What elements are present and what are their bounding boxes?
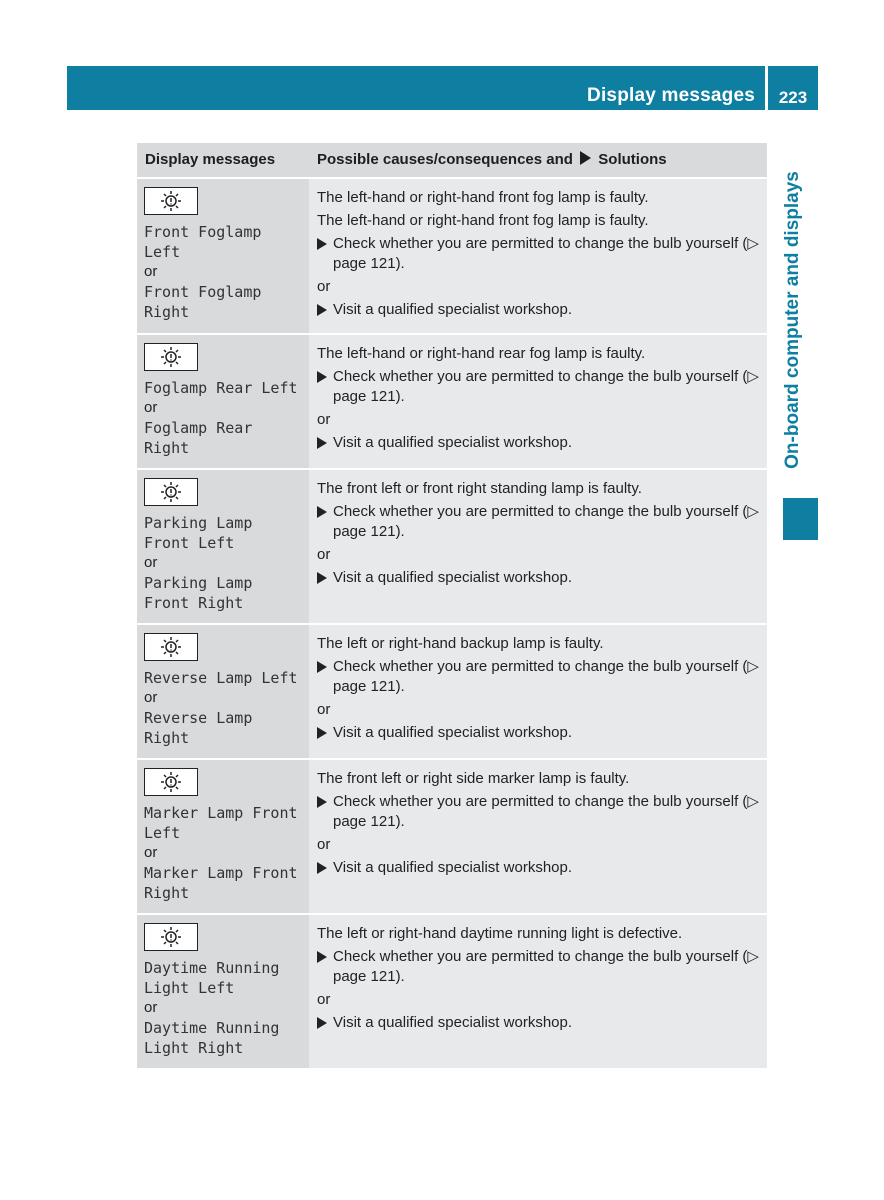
step-text: Visit a qualified specialist workshop.: [333, 1014, 573, 1031]
step-text: Visit a qualified specialist workshop.: [333, 434, 573, 451]
solution-step: [317, 433, 759, 453]
side-tab: [768, 150, 818, 490]
step-text: Check whether you are permitted to change the bulb yourself (▷ page 121).: [333, 235, 759, 272]
lamp-bulb-icon: [144, 343, 198, 371]
message-text: Parking Lamp Front Left: [144, 514, 253, 552]
table-header-row: [137, 143, 767, 178]
or-text: or: [317, 411, 331, 428]
step-text: Check whether you are permitted to change the bulb yourself (▷ page 121).: [333, 503, 759, 540]
arrow-right-icon: [317, 572, 327, 584]
or-text: or: [144, 999, 158, 1016]
side-tab-marker: [783, 498, 818, 540]
col-causes-header-text: Possible causes/consequences and: [317, 151, 573, 168]
message-cell: [137, 759, 309, 914]
or-text: or: [317, 836, 331, 853]
cause-text: The front left or right side marker lamp is faulty.: [317, 770, 630, 787]
message-cell: [137, 334, 309, 469]
step-text: Visit a qualified specialist workshop.: [333, 301, 573, 318]
table-row: [137, 469, 767, 624]
col-causes-header: [309, 143, 767, 178]
solution-cell: [309, 914, 767, 1069]
arrow-right-icon: [580, 151, 591, 165]
arrow-right-icon: [317, 304, 327, 316]
page-title: Display messages: [587, 85, 755, 106]
or-text: or: [144, 263, 158, 280]
step-text: Check whether you are permitted to change the bulb yourself (▷ page 121).: [333, 658, 759, 695]
table-row: [137, 178, 767, 334]
message-text: Marker Lamp Front Right: [144, 864, 298, 902]
side-tab-label: On-board computer and displays: [782, 171, 803, 469]
solution-step: [317, 367, 759, 407]
message-text: Parking Lamp Front Right: [144, 574, 253, 612]
message-text: Reverse Lamp Left: [144, 669, 298, 687]
solution-step: [317, 792, 759, 832]
cause-text: The left or right-hand backup lamp is faulty.: [317, 635, 604, 652]
or-text: or: [144, 844, 158, 861]
message-cell: [137, 178, 309, 334]
message-text: Reverse Lamp Right: [144, 709, 253, 747]
display-messages-table: [137, 143, 767, 1070]
message-text: Daytime Running Light Right: [144, 1019, 280, 1057]
message-text: Daytime Running Light Left: [144, 959, 280, 997]
or-text: or: [144, 554, 158, 571]
lamp-bulb-icon: [144, 768, 198, 796]
message-cell: [137, 469, 309, 624]
col-solutions-header-text: Solutions: [598, 151, 667, 168]
header-bar: [67, 66, 765, 110]
lamp-bulb-icon: [144, 633, 198, 661]
message-text: Foglamp Rear Left: [144, 379, 298, 397]
solution-step: [317, 858, 759, 878]
table-row: [137, 759, 767, 914]
cause-text: The left-hand or right-hand front fog lamp is faulty.: [317, 212, 649, 229]
or-text: or: [317, 546, 331, 563]
arrow-right-icon: [317, 661, 327, 673]
solution-step: [317, 568, 759, 588]
step-text: Visit a qualified specialist workshop.: [333, 569, 573, 586]
col-display-messages-header: Display messages: [137, 143, 309, 178]
arrow-right-icon: [317, 371, 327, 383]
solution-cell: [309, 469, 767, 624]
arrow-right-icon: [317, 727, 327, 739]
solution-cell: [309, 178, 767, 334]
solution-cell: [309, 624, 767, 759]
or-text: or: [317, 701, 331, 718]
or-text: or: [317, 278, 331, 295]
arrow-right-icon: [317, 506, 327, 518]
solution-step: [317, 1013, 759, 1033]
message-text: Foglamp Rear Right: [144, 419, 253, 457]
step-text: Check whether you are permitted to change the bulb yourself (▷ page 121).: [333, 793, 759, 830]
arrow-right-icon: [317, 1017, 327, 1029]
table-row: [137, 334, 767, 469]
lamp-bulb-icon: [144, 478, 198, 506]
lamp-bulb-icon: [144, 923, 198, 951]
arrow-right-icon: [317, 796, 327, 808]
solution-step: [317, 234, 759, 274]
page-number: 223: [778, 88, 808, 107]
step-text: Visit a qualified specialist workshop.: [333, 859, 573, 876]
page-number-box: [768, 66, 818, 110]
message-cell: [137, 914, 309, 1069]
arrow-right-icon: [317, 862, 327, 874]
lamp-bulb-icon: [144, 187, 198, 215]
arrow-right-icon: [317, 238, 327, 250]
step-text: Visit a qualified specialist workshop.: [333, 724, 573, 741]
or-text: or: [317, 991, 331, 1008]
table-row: [137, 914, 767, 1069]
solution-step: [317, 657, 759, 697]
message-text: Front Foglamp Left: [144, 223, 262, 261]
step-text: Check whether you are permitted to change the bulb yourself (▷ page 121).: [333, 368, 759, 405]
message-text: Marker Lamp Front Left: [144, 804, 298, 842]
message-cell: [137, 624, 309, 759]
solution-step: [317, 723, 759, 743]
cause-text: The left-hand or right-hand front fog lamp is faulty.: [317, 189, 649, 206]
solution-step: [317, 502, 759, 542]
solution-step: [317, 947, 759, 987]
message-text: Front Foglamp Right: [144, 283, 262, 321]
cause-text: The left-hand or right-hand rear fog lamp is faulty.: [317, 345, 646, 362]
arrow-right-icon: [317, 437, 327, 449]
arrow-right-icon: [317, 951, 327, 963]
cause-text: The front left or front right standing lamp is faulty.: [317, 480, 642, 497]
or-text: or: [144, 399, 158, 416]
cause-text: The left or right-hand daytime running light is defective.: [317, 925, 683, 942]
step-text: Check whether you are permitted to change the bulb yourself (▷ page 121).: [333, 948, 759, 985]
solution-cell: [309, 759, 767, 914]
table-row: [137, 624, 767, 759]
or-text: or: [144, 689, 158, 706]
solution-cell: [309, 334, 767, 469]
solution-step: [317, 300, 759, 320]
